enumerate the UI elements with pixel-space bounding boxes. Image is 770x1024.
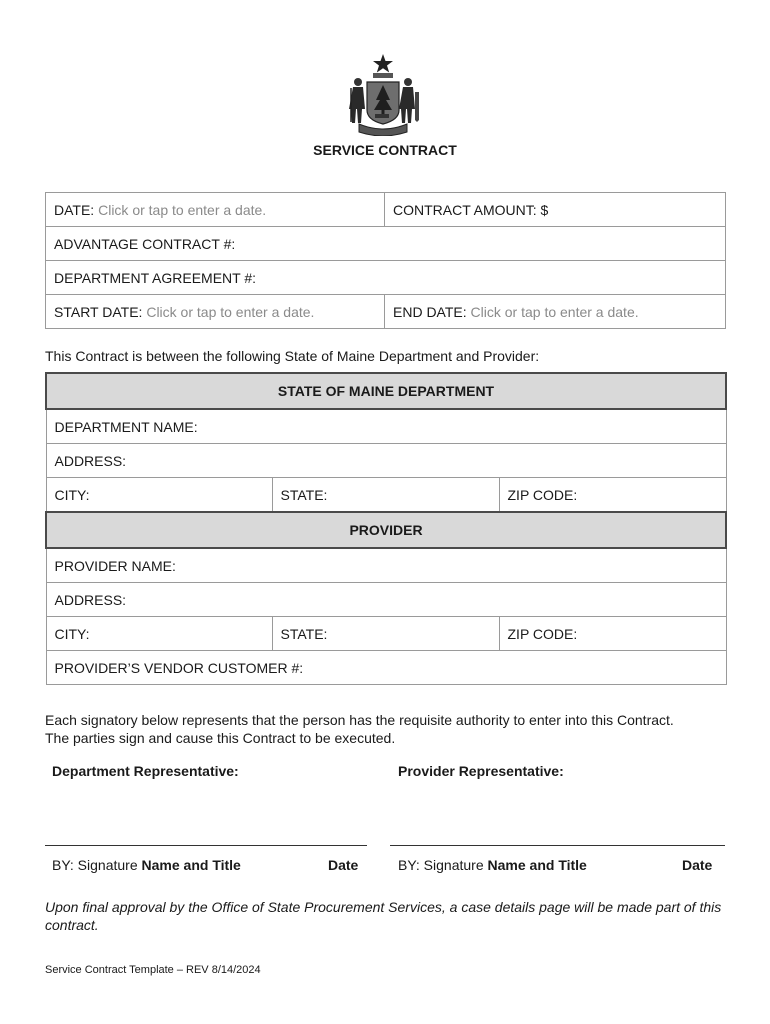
department-address-label: ADDRESS: — [54, 452, 127, 469]
department-name-field[interactable] — [46, 409, 726, 444]
contract-info-table — [45, 192, 726, 329]
department-signature-line[interactable] — [45, 845, 367, 846]
provider-state-field[interactable] — [272, 617, 499, 651]
provider-address-field[interactable] — [46, 583, 726, 617]
signatory-note — [45, 711, 735, 747]
department-by-signature: BY: Signature — [52, 857, 138, 873]
department-name-title: Name and Title — [141, 857, 241, 873]
end-date-label: END DATE: — [393, 303, 467, 320]
maine-state-seal-icon — [345, 52, 421, 136]
provider-state-label: STATE: — [280, 625, 328, 642]
provider-city-field[interactable] — [46, 617, 272, 651]
provider-vendor-customer-label: PROVIDER’S VENDOR CUSTOMER #: — [54, 659, 304, 676]
contract-amount-field[interactable] — [385, 193, 726, 227]
provider-signature-caption — [398, 857, 587, 873]
department-city-field[interactable] — [46, 478, 272, 513]
department-address-field[interactable] — [46, 444, 726, 478]
provider-signature-line[interactable] — [390, 845, 725, 846]
start-date-placeholder[interactable]: Click or tap to enter a date. — [146, 303, 315, 320]
signatory-note-line-2: The parties sign and cause this Contract to be executed. — [45, 730, 396, 746]
start-date-field[interactable] — [46, 295, 385, 329]
department-rep-label: Department Representative: — [52, 763, 239, 779]
provider-vendor-customer-field[interactable] — [46, 651, 726, 685]
provider-name-field[interactable] — [46, 548, 726, 583]
date-placeholder[interactable]: Click or tap to enter a date. — [98, 201, 267, 218]
end-date-field[interactable] — [385, 295, 726, 329]
contract-amount-label: CONTRACT AMOUNT: $ — [393, 201, 549, 218]
department-agreement-field[interactable] — [46, 261, 726, 295]
department-agreement-label: DEPARTMENT AGREEMENT #: — [54, 269, 257, 286]
provider-zip-field[interactable] — [499, 617, 726, 651]
department-state-label: STATE: — [280, 486, 328, 503]
document-title: SERVICE CONTRACT — [313, 142, 457, 158]
provider-address-label: ADDRESS: — [54, 591, 127, 608]
intro-text: This Contract is between the following State of Maine Department and Provider: — [45, 348, 540, 364]
department-state-field[interactable] — [272, 478, 499, 513]
provider-by-signature: BY: Signature — [398, 857, 484, 873]
department-date-caption: Date — [328, 857, 359, 873]
parties-table — [45, 372, 727, 685]
provider-zip-label: ZIP CODE: — [507, 625, 578, 642]
end-date-placeholder[interactable]: Click or tap to enter a date. — [470, 303, 639, 320]
advantage-contract-field[interactable] — [46, 227, 726, 261]
provider-rep-label: Provider Representative: — [398, 763, 564, 779]
revision-footer: Service Contract Template – REV 8/14/2024 — [45, 964, 261, 976]
provider-city-label: CITY: — [54, 625, 90, 642]
department-name-label: DEPARTMENT NAME: — [54, 418, 198, 435]
department-zip-field[interactable] — [499, 478, 726, 513]
signatory-note-line-1: Each signatory below represents that the person has the requisite authority to enter into this Contract. — [45, 712, 674, 728]
approval-note: Upon final approval by the Office of State Procurement Services, a case details page will be made part of this contract. — [45, 899, 722, 933]
date-field[interactable] — [46, 193, 385, 227]
provider-name-label: PROVIDER NAME: — [54, 557, 176, 574]
department-zip-label: ZIP CODE: — [507, 486, 578, 503]
date-label: DATE: — [54, 201, 95, 218]
department-city-label: CITY: — [54, 486, 90, 503]
start-date-label: START DATE: — [54, 303, 143, 320]
provider-name-title: Name and Title — [487, 857, 587, 873]
provider-date-caption: Date — [682, 857, 713, 873]
provider-section-heading: PROVIDER — [46, 512, 726, 548]
department-section-heading: STATE OF MAINE DEPARTMENT — [46, 373, 726, 409]
department-signature-caption — [52, 857, 241, 873]
advantage-contract-label: ADVANTAGE CONTRACT #: — [54, 235, 236, 252]
